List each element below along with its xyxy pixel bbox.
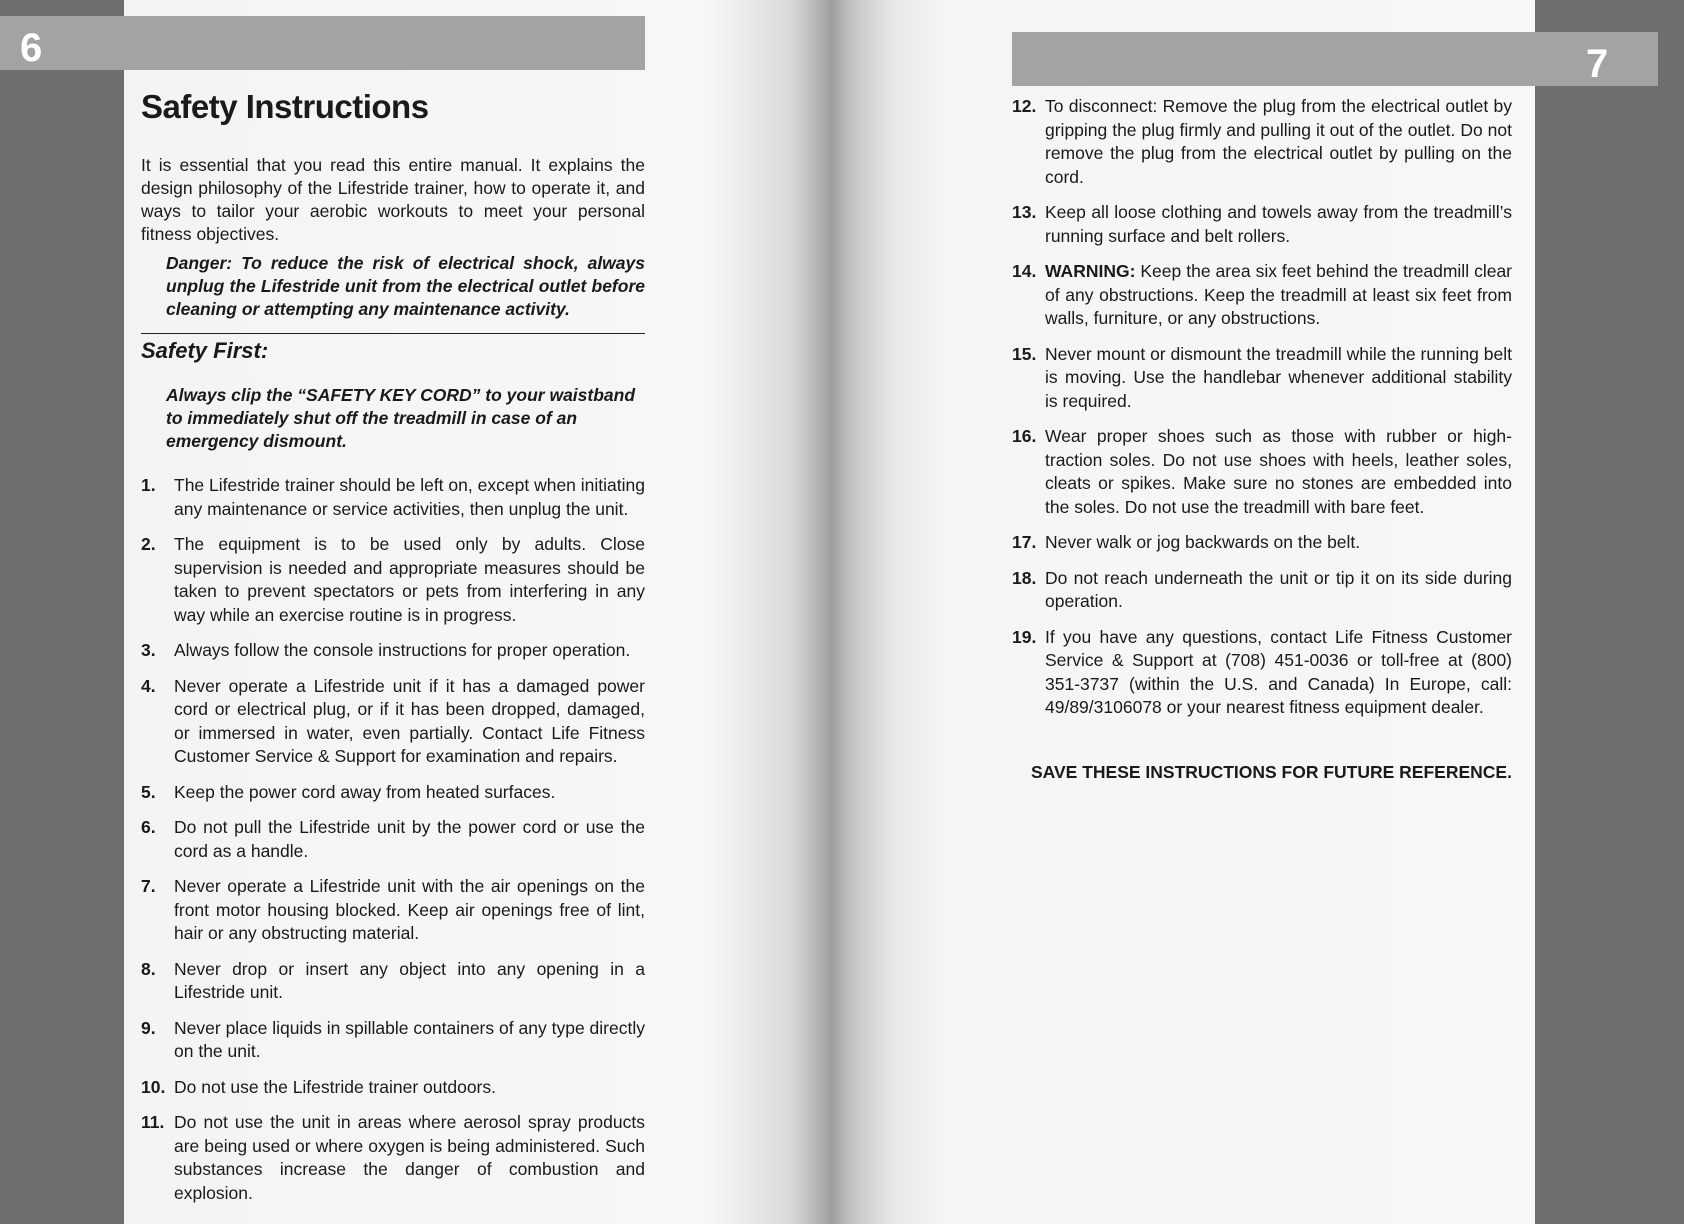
item-text: Never place liquids in spillable containers of any type directly on the unit. bbox=[174, 1017, 645, 1061]
item-number: 14. bbox=[1012, 261, 1037, 281]
safety-list-left bbox=[141, 474, 645, 1205]
list-item bbox=[1012, 260, 1512, 331]
item-number: 15. bbox=[1012, 343, 1037, 364]
item-text: Wear proper shoes such as those with rubber or high-traction soles. Do not use shoes with heels, leather soles, cleats or spikes. Make sure no stones are embedded into the soles. Do not use the treadmill with bare feet. bbox=[1045, 426, 1512, 517]
item-number: 19. bbox=[1012, 626, 1037, 647]
danger-warning: Danger: To reduce the risk of electrical shock, always unplug the Lifestride unit from the electrical outlet before cleaning or attempting any maintenance activity. bbox=[166, 253, 645, 319]
item-number: 3. bbox=[141, 640, 156, 660]
list-item bbox=[1012, 95, 1512, 189]
item-text: If you have any questions, contact Life Fitness Customer Service & Support at (708) 451-0036 or toll-free at (800) 351-3737 (within the U.S. and Canada) In Europe, call: 49/89/3106078 or your nearest fitness equipment dealer. bbox=[1045, 626, 1512, 717]
item-number: 1. bbox=[141, 475, 156, 495]
item-text: Do not use the Lifestride trainer outdoors. bbox=[174, 1076, 496, 1097]
warning-label: WARNING: bbox=[1045, 261, 1136, 281]
item-text: Never drop or insert any object into any opening in a Lifestride unit. bbox=[174, 958, 645, 1002]
list-item bbox=[141, 1111, 645, 1205]
item-number: 12. bbox=[1012, 96, 1037, 116]
item-text: Do not use the unit in areas where aerosol spray products are being used or where oxygen is being administered. Such substances increase the danger of combustion and explosion. bbox=[174, 1112, 645, 1203]
item-text: The Lifestride trainer should be left on, except when initiating any maintenance or service activities, then unplug the unit. bbox=[174, 475, 645, 519]
list-item bbox=[141, 675, 645, 769]
item-text: Never walk or jog backwards on the belt. bbox=[1045, 532, 1361, 552]
item-number: 7. bbox=[141, 876, 156, 896]
item-text: Keep all loose clothing and towels away from the treadmill’s running surface and belt rollers. bbox=[1045, 202, 1512, 246]
safety-key-cord-note: Always clip the “SAFETY KEY CORD” to your waistband to immediately shut off the treadmill in case of an emergency dismount. bbox=[166, 385, 636, 451]
list-item bbox=[141, 1017, 645, 1064]
list-item bbox=[1012, 626, 1512, 720]
section-divider bbox=[141, 333, 645, 334]
list-item bbox=[141, 816, 645, 863]
list-item bbox=[141, 1076, 645, 1100]
item-number: 11. bbox=[141, 1112, 165, 1132]
list-item bbox=[1012, 201, 1512, 248]
book-gutter bbox=[812, 0, 852, 1224]
item-number: 18. bbox=[1012, 567, 1037, 588]
save-instructions-note: SAVE THESE INSTRUCTIONS FOR FUTURE REFERENCE. bbox=[1031, 761, 1512, 782]
item-number: 8. bbox=[141, 958, 156, 979]
list-item bbox=[141, 533, 645, 627]
list-item bbox=[141, 958, 645, 1005]
list-item bbox=[141, 639, 645, 663]
list-item bbox=[141, 875, 645, 946]
list-item bbox=[141, 474, 645, 521]
right-header-bar bbox=[1012, 32, 1658, 86]
list-item bbox=[1012, 425, 1512, 519]
warning-text: Keep the area six feet behind the treadmill clear of any obstructions. Keep the treadmill at least six feet from walls, furniture, or any obstructions. bbox=[1045, 261, 1512, 328]
item-text: Always follow the console instructions for proper operation. bbox=[174, 640, 631, 660]
item-number: 6. bbox=[141, 817, 156, 837]
item-text: Keep the power cord away from heated surfaces. bbox=[174, 781, 556, 802]
left-header-bar bbox=[0, 16, 645, 70]
list-item bbox=[141, 781, 645, 805]
item-text: Never mount or dismount the treadmill while the running belt is moving. Use the handlebar whenever additional stability is required. bbox=[1045, 343, 1512, 411]
item-text: Do not reach underneath the unit or tip it on its side during operation. bbox=[1045, 567, 1512, 611]
item-text: Do not pull the Lifestride unit by the power cord or use the cord as a handle. bbox=[174, 817, 645, 861]
list-item bbox=[1012, 567, 1512, 614]
item-number: 2. bbox=[141, 534, 156, 554]
list-item bbox=[1012, 531, 1512, 555]
section-title: Safety First: bbox=[141, 338, 269, 363]
intro-paragraph: It is essential that you read this entire manual. It explains the design philosophy of the Lifestride trainer, how to operate it, and ways to tailor your aerobic workouts to meet your personal fitness objectives. bbox=[141, 155, 645, 244]
right-page-content bbox=[1012, 95, 1512, 783]
item-text: To disconnect: Remove the plug from the electrical outlet by gripping the plug firmly and pulling it out of the outlet. Do not remove the plug from the electrical outlet by pulling on the cord. bbox=[1045, 96, 1512, 187]
item-number: 9. bbox=[141, 1017, 156, 1038]
right-page-number: 7 bbox=[1586, 42, 1609, 86]
item-number: 4. bbox=[141, 675, 156, 696]
left-page-content bbox=[141, 88, 645, 1217]
item-text: Never operate a Lifestride unit if it has a damaged power cord or electrical plug, or if it has been dropped, damaged, or immersed in water, even partially. Contact Life Fitness Customer Service & Support for examination and repairs. bbox=[174, 675, 645, 766]
item-text: The equipment is to be used only by adults. Close supervision is needed and appropriate measures should be taken to prevent spectators or pets from interfering in any way while an exercise routine is in progress. bbox=[174, 534, 645, 625]
list-item bbox=[1012, 343, 1512, 414]
item-text bbox=[1045, 260, 1512, 331]
item-text: Never operate a Lifestride unit with the air openings on the front motor housing blocked. Keep air openings free of lint, hair or any obstructing material. bbox=[174, 876, 645, 943]
item-number: 13. bbox=[1012, 202, 1037, 222]
safety-list-right bbox=[1012, 95, 1512, 720]
item-number: 17. bbox=[1012, 532, 1037, 552]
item-number: 10. bbox=[141, 1076, 166, 1097]
left-page-number: 6 bbox=[20, 26, 43, 70]
page-title: Safety Instructions bbox=[141, 88, 429, 125]
item-number: 5. bbox=[141, 781, 156, 802]
item-number: 16. bbox=[1012, 426, 1037, 446]
